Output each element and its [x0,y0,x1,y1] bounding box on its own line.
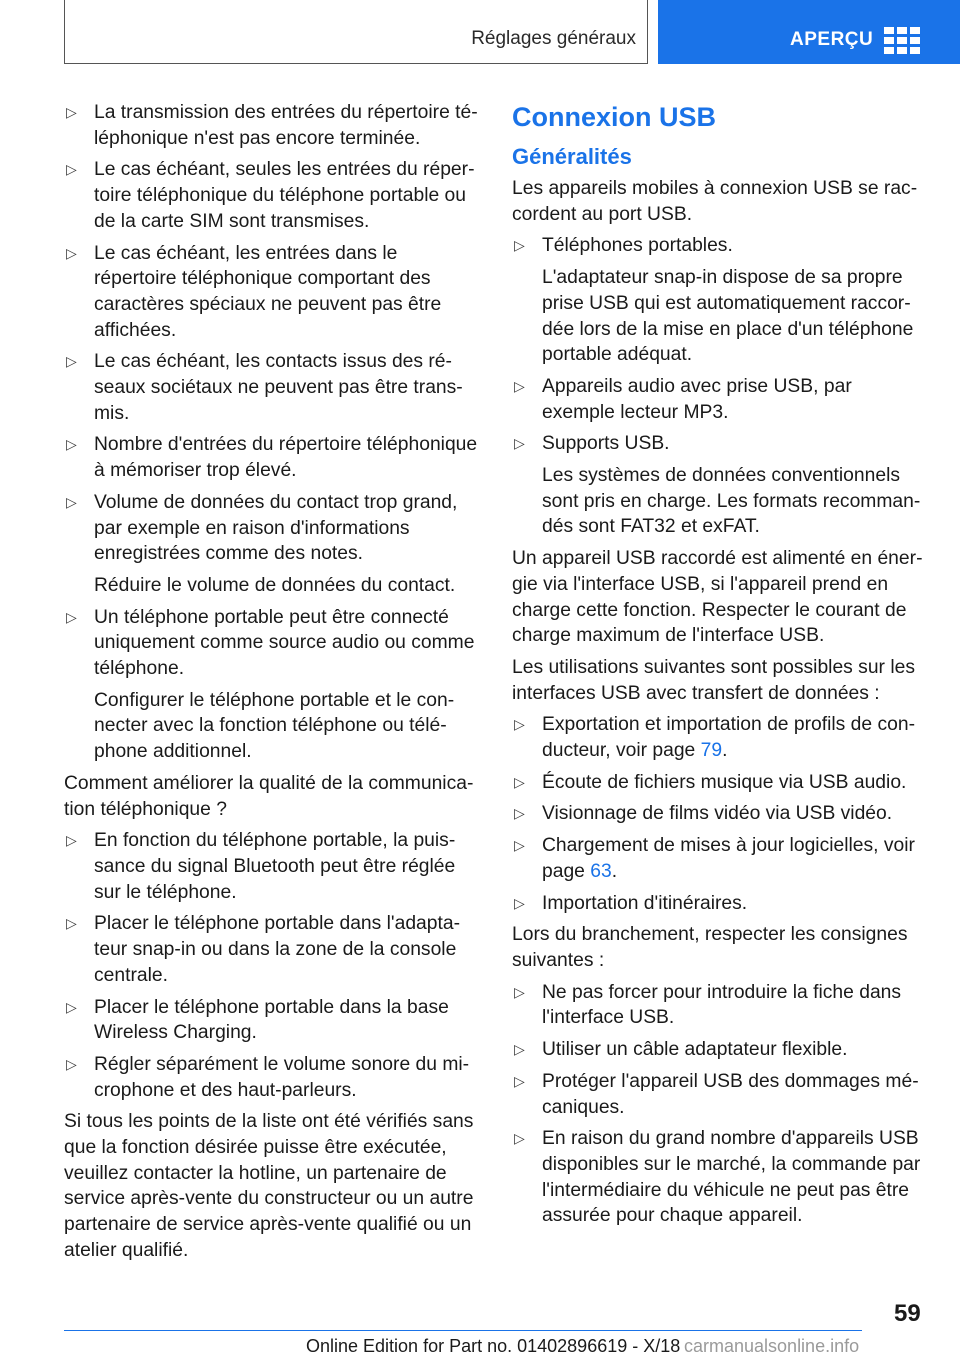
list-item: ▷ Importation d'itinéraires. [512,891,924,917]
triangle-bullet-icon: ▷ [514,1072,525,1089]
list-item: ▷ Volume de données du contact trop grand, par exemple en raison d'informations enregistrées comme des notes. Réduire le volume de données du contact. [64,490,478,599]
triangle-bullet-icon: ▷ [514,894,525,911]
closing-paragraph: Si tous les points de la liste ont été vérifiés sans que la fonction désirée puisse être exécutée, veuillez contacter la hotline, un partenaire de service après-vente du constructeur ou un autre partenaire de service après-vente qualifié ou un atelier qualifié. [64,1111,474,1261]
triangle-bullet-icon: ▷ [66,493,77,510]
triangle-bullet-icon: ▷ [514,983,525,1000]
triangle-bullet-icon: ▷ [514,1130,525,1147]
list-item: ▷ Nombre d'entrées du répertoire téléphonique à mémoriser trop élevé. [66,434,478,482]
header-section-title: Réglages généraux [471,28,636,49]
list-item-detail: L'adaptateur snap-in dispose de sa propre prise USB qui est automatiquement raccordée lors de la mise en place d'un téléphone portable adéquat. [542,267,914,366]
right-bullet-list-3 [512,980,924,1229]
page-79-link[interactable]: 79 [700,740,723,762]
triangle-bullet-icon: ▷ [66,353,77,370]
subsection-title: Généralités [512,144,632,169]
list-item: ▷ Un téléphone portable peut être connecté uniquement comme source audio ou comme téléphone. Configurer le téléphone portable et le connecter avec la fonction téléphone ou téléphone additionnel. [64,605,478,765]
triangle-bullet-icon: ▷ [514,1041,525,1058]
list-item: ▷ Téléphones portables. L'adaptateur snap-in dispose de sa propre prise USB qui est automatiquement raccordée lors de la mise en place d'un téléphone portable adéquat. [512,233,924,368]
right-bullet-list-2 [512,712,924,916]
triangle-bullet-icon: ▷ [66,436,77,453]
triangle-bullet-icon: ▷ [66,915,77,932]
list-item: ▷ Ne pas forcer pour introduire la fiche dans l'interface USB. [514,981,902,1029]
instructions-paragraph: Lors du branchement, respecter les consignes suivantes : [512,924,908,971]
list-item-detail: Configurer le téléphone portable et le connecter avec la fonction téléphone ou téléphone additionnel. [94,689,455,763]
list-item: ▷ Le cas échéant, les entrées dans le répertoire téléphonique comportant des caractères spéciaux ne peuvent pas être affichées. [66,242,442,341]
list-item: ▷ Écoute de fichiers musique via USB audio. [512,770,924,796]
list-item: ▷ Placer le téléphone portable dans l'adaptateur snap-in ou dans la zone de la console centrale. [66,913,460,986]
footer-divider [64,1330,862,1331]
page-63-link[interactable]: 63 [590,860,612,882]
list-item: ▷ La transmission des entrées du répertoire téléphonique n'est pas encore terminée. [66,102,478,149]
right-bullet-list-1 [512,233,924,540]
list-item: ▷ Placer le téléphone portable dans la base Wireless Charging. [66,996,449,1044]
list-item: ▷ En fonction du téléphone portable, la puissance du signal Bluetooth peut être réglée sur le téléphone. [66,830,456,903]
triangle-bullet-icon: ▷ [514,805,525,822]
list-item-detail: Les systèmes de données conventionnels sont pris en charge. Les formats recommandés sont FAT32 et exFAT. [542,465,921,538]
triangle-bullet-icon: ▷ [66,608,77,625]
list-item-detail: Réduire le volume de données du contact. [94,574,456,596]
triangle-bullet-icon: ▷ [66,104,77,120]
question-paragraph: Comment améliorer la qualité de la communication téléphonique ? [64,772,474,820]
section-title: Connexion USB [512,102,717,132]
list-item: ▷ Le cas échéant, les contacts issus des réseaux sociétaux ne peuvent pas être transmis. [66,351,463,424]
triangle-bullet-icon: ▷ [514,377,525,394]
triangle-bullet-icon: ▷ [66,998,77,1015]
list-item: ▷ Chargement de mises à jour logicielles, voir page 63. [514,835,915,882]
list-item: ▷ Supports USB. Les systèmes de données conventionnels sont pris en charge. Les formats recommandés sont FAT32 et exFAT. [512,431,924,540]
list-item: ▷ Visionnage de films vidéo via USB vidéo. [512,801,924,827]
list-item: ▷ Le cas échéant, seules les entrées du répertoire téléphonique du téléphone portable ou de la carte SIM sont transmises. [66,159,475,232]
triangle-bullet-icon: ▷ [66,1055,77,1072]
triangle-bullet-icon: ▷ [514,435,525,452]
triangle-bullet-icon: ▷ [66,832,77,849]
power-paragraph: Un appareil USB raccordé est alimenté en énergie via l'interface USB, si l'appareil prend en charge cette fonction. Respecter le courant de charge maximum de l'interface USB. [512,548,923,647]
page-number: 59 [894,1300,921,1327]
list-item: ▷ Appareils audio avec prise USB, par exemple lecteur MP3. [514,375,852,423]
left-bullet-list-2 [64,828,478,1103]
triangle-bullet-icon: ▷ [514,716,525,733]
triangle-bullet-icon: ▷ [514,237,525,254]
left-bullet-list-1 [64,100,478,765]
footer-edition: Online Edition for Part no. 01402896619 - X/18 [306,1336,681,1356]
list-item: ▷ Protéger l'appareil USB des dommages mécaniques. [514,1070,919,1118]
triangle-bullet-icon: ▷ [66,244,77,261]
triangle-bullet-icon: ▷ [514,773,525,790]
uses-paragraph: Les utilisations suivantes sont possibles sur les interfaces USB avec transfert de données : [512,656,915,704]
list-item: ▷ En raison du grand nombre d'appareils USB disponibles sur le marché, la commande par l'intermédiaire du véhicule ne peut pas être assurée pour chaque appareil. [514,1128,921,1227]
triangle-bullet-icon: ▷ [514,837,525,854]
triangle-bullet-icon: ▷ [66,161,77,178]
apercu-label[interactable]: APERÇU [790,29,874,50]
grid-icon[interactable] [884,27,922,54]
right-column [512,100,924,1235]
list-item: ▷ Régler séparément le volume sonore du microphone et des haut-parleurs. [66,1053,470,1101]
list-item: ▷ Exportation et importation de profils de conducteur, voir page 79. [514,714,915,762]
footer-watermark: carmanualsonline.info [684,1336,860,1356]
list-item: ▷ Utiliser un câble adaptateur flexible. [512,1037,924,1063]
left-column [64,100,478,1270]
intro-paragraph: Les appareils mobiles à connexion USB se raccordent au port USB. [512,178,918,225]
